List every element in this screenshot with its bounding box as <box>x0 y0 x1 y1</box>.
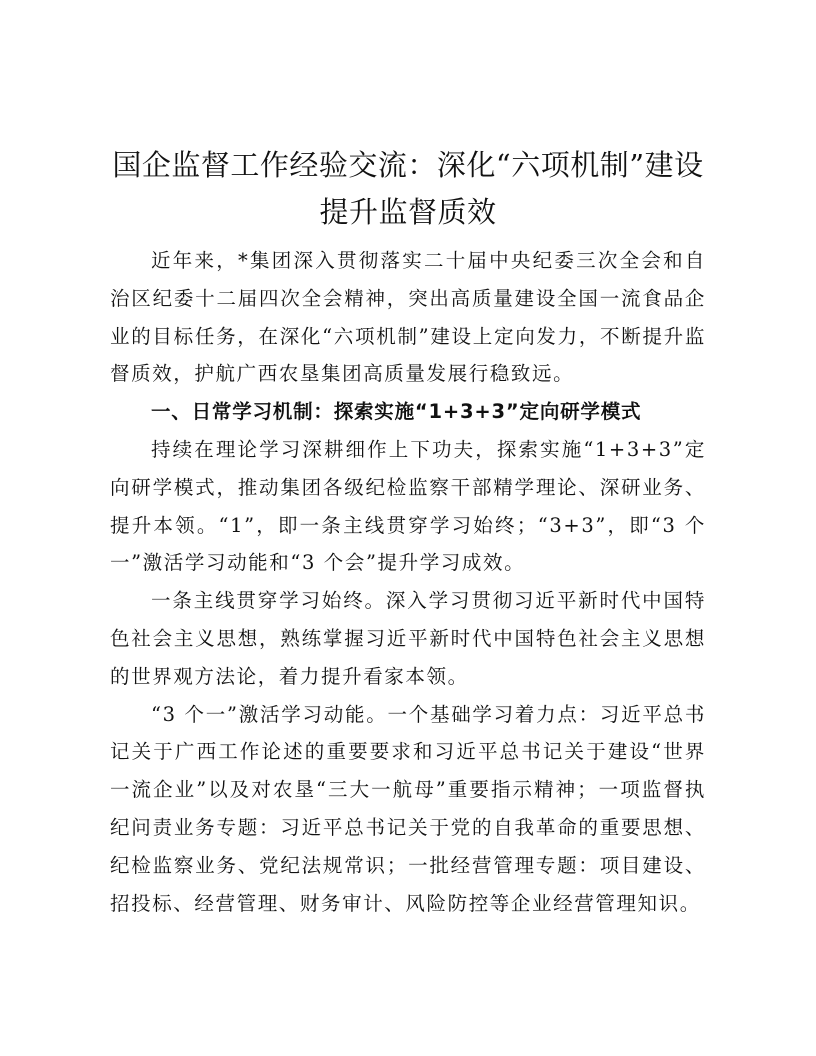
intro-paragraph: 近年来，*集团深入贯彻落实二十届中央纪委三次全会和自治区纪委十二届四次全会精神，突出高质量建设全国一流食品企业的目标任务，在深化“六项机制”建设上定向发力，不断提升监督质效，护航广西农垦集团高质量发展行稳致远。 <box>110 249 706 386</box>
section-1-paragraph-3: “3 个一”激活学习动能。一个基础学习着力点：习近平总书记关于广西工作论述的重要要求和习近平总书记关于建设“世界一流企业”以及对农垦“三大一航母”重要指示精神；一项监督执纪问责业务专题：习近平总书记关于党的自我革命的重要思想、纪检监察业务、党纪法规常识；一批经营管理专题：项目建设、招投标、经营管理、财务审计、风险防控等企业经营管理知识。 <box>110 702 706 915</box>
document-body <box>110 242 706 922</box>
section-heading-1: 一、日常学习机制：探索实施“1+3+3”定向研学模式 <box>151 400 642 424</box>
document-title: 国企监督工作经验交流：深化“六项机制”建设提升监督质效 <box>112 148 704 229</box>
section-1-paragraph-1: 持续在理论学习深耕细作上下功夫，探索实施“1+3+3”定向研学模式，推动集团各级纪检监察干部精学理论、深研业务、提升本领。“1”，即一条主线贯穿学习始终；“3+3”，即“3 个一”激活学习动能和“3 个会”提升学习成效。 <box>110 437 706 575</box>
section-1-paragraph-2: 一条主线贯穿学习始终。深入学习贯彻习近平新时代中国特色社会主义思想，熟练掌握习近平新时代中国特色社会主义思想的世界观方法论，着力提升看家本领。 <box>110 589 706 688</box>
